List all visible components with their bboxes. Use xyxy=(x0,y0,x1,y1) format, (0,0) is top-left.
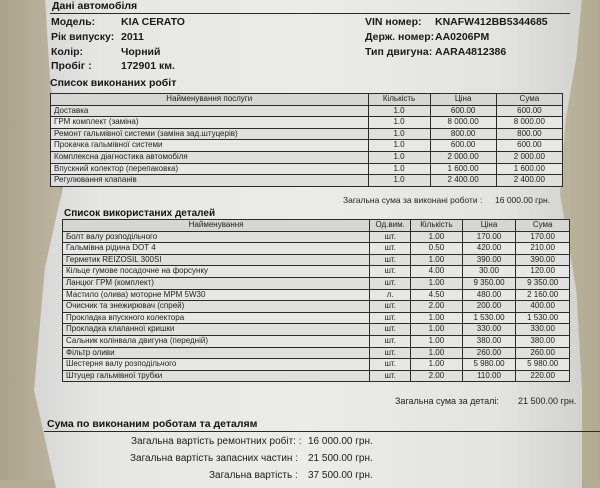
service-price: 2 400.00 xyxy=(430,175,496,187)
mileage-value: 172901 км. xyxy=(121,60,175,72)
part-unit: шт. xyxy=(370,243,411,255)
service-qty: 1.0 xyxy=(368,175,430,187)
part-unit: шт. xyxy=(370,301,411,313)
part-price: 330.00 xyxy=(462,324,516,336)
parts-col-sum: Сума xyxy=(516,220,570,232)
table-row xyxy=(63,324,570,336)
parts-total-label: Загальна сума за деталі: xyxy=(395,396,499,406)
part-sum: 1 530.00 xyxy=(516,312,570,324)
service-qty: 1.0 xyxy=(368,163,430,175)
works-col-price: Ціна xyxy=(430,94,496,106)
summary-works-value: 16 000.00 грн. xyxy=(308,436,373,447)
summary-parts-value: 21 500.00 грн. xyxy=(308,453,373,464)
parts-col-unit: Од.вим. xyxy=(370,220,411,232)
table-row xyxy=(63,312,570,324)
service-qty: 1.0 xyxy=(368,140,430,152)
service-price: 1 600.00 xyxy=(430,163,496,175)
summary-total-label: Загальна вартість : xyxy=(209,470,298,481)
service-sum: 8 000.00 xyxy=(496,117,562,129)
part-qty: 1.00 xyxy=(411,324,463,336)
part-unit: шт. xyxy=(370,370,411,382)
part-unit: шт. xyxy=(370,254,411,266)
part-sum: 5 980.00 xyxy=(516,359,570,371)
part-name: Очисник та знежирювач (спрей) xyxy=(63,301,370,313)
part-unit: шт. xyxy=(370,359,411,371)
parts-total-value: 21 500.00 грн. xyxy=(518,396,577,406)
part-sum: 220.00 xyxy=(516,370,570,382)
service-name: ГРМ комплект (заміна) xyxy=(51,117,369,129)
service-name: Впускний колектор (перепаковка) xyxy=(51,163,369,175)
part-sum: 9 350.00 xyxy=(516,277,570,289)
table-row xyxy=(63,359,570,371)
part-sum: 170.00 xyxy=(516,231,570,243)
works-table xyxy=(50,93,563,187)
part-sum: 210.00 xyxy=(516,243,570,255)
service-price: 800.00 xyxy=(430,128,496,140)
part-qty: 1.00 xyxy=(411,277,463,289)
part-qty: 1.00 xyxy=(411,359,463,371)
service-price: 2 000.00 xyxy=(430,151,496,163)
part-price: 5 980.00 xyxy=(462,359,516,371)
color-label: Колір: xyxy=(51,46,84,58)
plate-label: Держ. номер: xyxy=(365,31,435,43)
service-sum: 2 400.00 xyxy=(496,175,562,187)
works-header-row xyxy=(51,94,563,106)
service-sum: 800.00 xyxy=(496,128,562,140)
works-total-label: Загальна сума за виконані роботи : xyxy=(343,195,483,205)
part-name: Прокладка впускного колектора xyxy=(63,312,370,324)
part-unit: шт. xyxy=(370,347,411,359)
works-col-sum: Сума xyxy=(496,94,562,106)
service-qty: 1.0 xyxy=(368,105,430,117)
parts-col-price: Ціна xyxy=(462,220,516,232)
service-sum: 1 600.00 xyxy=(496,163,562,175)
table-row xyxy=(63,266,570,278)
service-qty: 1.0 xyxy=(368,128,430,140)
table-row xyxy=(63,277,570,289)
table-row xyxy=(63,370,570,382)
table-row xyxy=(51,128,563,140)
part-qty: 1.00 xyxy=(411,335,463,347)
part-price: 9 350.00 xyxy=(462,277,516,289)
part-unit: шт. xyxy=(370,324,411,336)
part-name: Герметик REIZOSIL 300SI xyxy=(63,254,370,266)
table-row xyxy=(51,163,563,175)
mileage-label: Пробіг : xyxy=(51,60,92,72)
part-name: Сальник колінвала двигуна (передній) xyxy=(63,335,370,347)
service-sum: 2 000.00 xyxy=(496,151,562,163)
service-name: Ремонт гальмівної системи (заміна зад.штуцерів) xyxy=(51,128,369,140)
summary-rule xyxy=(44,431,600,432)
part-sum: 120.00 xyxy=(516,266,570,278)
part-sum: 260.00 xyxy=(516,347,570,359)
model-label: Модель: xyxy=(51,16,96,28)
table-row xyxy=(51,140,563,152)
part-name: Прокладка клапанної кришки xyxy=(63,324,370,336)
part-price: 260.00 xyxy=(462,347,516,359)
service-price: 8 000.00 xyxy=(430,117,496,129)
service-name: Регулювання клапанів xyxy=(51,175,369,187)
parts-title: Список використаних деталей xyxy=(64,208,216,219)
table-row xyxy=(51,105,563,117)
part-name: Шестерня валу розподільчого xyxy=(63,359,370,371)
part-price: 380.00 xyxy=(462,335,516,347)
color-value: Чорний xyxy=(121,46,161,58)
works-total-value: 16 000.00 грн. xyxy=(495,195,551,205)
summary-works-label: Загальна вартість ремонтних робіт: : xyxy=(131,436,302,447)
engine-value: AARA4812386 xyxy=(435,46,507,58)
part-sum: 400.00 xyxy=(516,301,570,313)
part-unit: шт. xyxy=(370,266,411,278)
parts-col-qty: Кількість xyxy=(411,220,463,232)
part-price: 200.00 xyxy=(462,301,516,313)
part-sum: 390.00 xyxy=(516,254,570,266)
part-qty: 1.00 xyxy=(411,347,463,359)
part-name: Гальмівна рідина DOT 4 xyxy=(63,243,370,255)
model-value: KIA CERATO xyxy=(121,16,185,28)
part-name: Штуцер гальмівної трубки xyxy=(63,370,370,382)
part-qty: 2.00 xyxy=(411,301,463,313)
part-unit: шт. xyxy=(370,231,411,243)
part-price: 170.00 xyxy=(462,231,516,243)
table-row xyxy=(51,117,563,129)
part-unit: л. xyxy=(370,289,411,301)
table-row xyxy=(51,175,563,187)
parts-col-name: Найменування xyxy=(63,220,370,232)
part-sum: 2 160.00 xyxy=(516,289,570,301)
table-row xyxy=(63,254,570,266)
service-sum: 600.00 xyxy=(496,105,562,117)
part-name: Болт валу розподільчого xyxy=(63,231,370,243)
part-name: Ланцюг ГРМ (комплект) xyxy=(63,277,370,289)
parts-header-row xyxy=(63,220,570,232)
vin-value: KNAFW412BB5344685 xyxy=(435,16,548,28)
service-qty: 1.0 xyxy=(368,117,430,129)
table-row xyxy=(63,335,570,347)
car-data-title: Дані автомобіля xyxy=(52,0,138,12)
part-unit: шт. xyxy=(370,335,411,347)
part-qty: 4.00 xyxy=(411,266,463,278)
part-price: 1 530.00 xyxy=(462,312,516,324)
part-name: Мастило (олива) моторне MPM 5W30 xyxy=(63,289,370,301)
table-row xyxy=(63,347,570,359)
part-name: Фільтр оливи xyxy=(63,347,370,359)
service-name: Доставка xyxy=(51,105,369,117)
part-unit: шт. xyxy=(370,312,411,324)
parts-table xyxy=(62,219,570,382)
year-label: Рік випуску: xyxy=(51,31,115,43)
service-qty: 1.0 xyxy=(368,151,430,163)
part-qty: 1.00 xyxy=(411,312,463,324)
part-price: 30.00 xyxy=(462,266,516,278)
table-row xyxy=(63,301,570,313)
works-title: Список виконаних робіт xyxy=(50,77,177,89)
car-data-rule xyxy=(50,13,570,14)
year-value: 2011 xyxy=(121,31,144,43)
summary-parts-label: Загальна вартість запасних частин : xyxy=(130,453,298,464)
service-sum: 600.00 xyxy=(496,140,562,152)
part-unit: шт. xyxy=(370,277,411,289)
part-price: 420.00 xyxy=(462,243,516,255)
engine-label: Тип двигуна: xyxy=(365,46,433,58)
table-row xyxy=(63,289,570,301)
part-qty: 0.50 xyxy=(411,243,463,255)
part-qty: 1.00 xyxy=(411,231,463,243)
plate-value: AA0206PM xyxy=(435,31,490,43)
part-price: 110.00 xyxy=(462,370,516,382)
part-price: 390.00 xyxy=(462,254,516,266)
part-sum: 380.00 xyxy=(516,335,570,347)
part-price: 480.00 xyxy=(462,289,516,301)
part-name: Кільце гумове посадочне на форсунку xyxy=(63,266,370,278)
table-row xyxy=(51,151,563,163)
service-price: 600.00 xyxy=(430,105,496,117)
part-qty: 2.00 xyxy=(411,370,463,382)
part-qty: 4.50 xyxy=(411,289,463,301)
service-price: 600.00 xyxy=(430,140,496,152)
works-col-name: Найменування послуги xyxy=(51,94,369,106)
vin-label: VIN номер: xyxy=(365,16,422,28)
part-sum: 330.00 xyxy=(516,324,570,336)
service-name: Прокачка гальмівної системи xyxy=(51,140,369,152)
table-row xyxy=(63,231,570,243)
summary-total-value: 37 500.00 грн. xyxy=(308,470,373,481)
works-col-qty: Кількість xyxy=(368,94,430,106)
service-name: Комплексна діагностика автомобіля xyxy=(51,151,369,163)
part-qty: 1.00 xyxy=(411,254,463,266)
summary-title: Сума по виконаним роботам та деталям xyxy=(47,418,258,430)
table-row xyxy=(63,243,570,255)
